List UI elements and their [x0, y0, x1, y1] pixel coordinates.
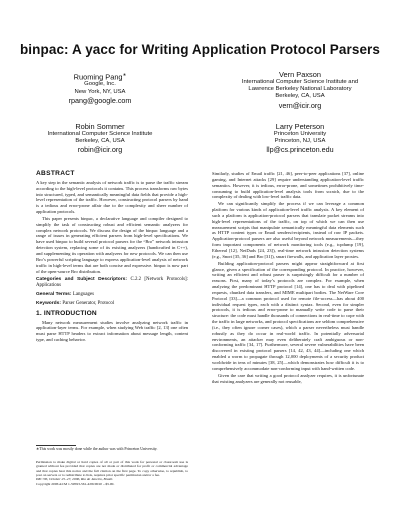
right-paragraph-4: Given the care that writing a good protocol analyzer requires, it is unfortunate that existing analyzers are generally not reusable,	[212, 372, 364, 384]
author-location: Princeton, NJ, USA	[274, 138, 326, 145]
author-name: Robin Sommer	[75, 122, 125, 131]
footnote-rule	[36, 445, 76, 446]
introduction-paragraph-1: Many network measurement studies involve analyzing network traffic in application-layer terms. For example, when studying Web traffic [2, 13] one often must parse HTTP headers to extract information about message length, content type, and caching behavior.	[36, 319, 188, 343]
author-email: rpang@google.com	[68, 95, 132, 105]
left-column	[36, 171, 188, 344]
paper-title: binpac: A yacc for Writing Application Protocol Parsers	[19, 42, 381, 57]
abstract-paragraph-1: A key step in the semantic analysis of network traffic is to parse the traffic stream according to the high-level protocols it contains. This process transforms raw bytes into structured, typed, and semantically meaningful data fields that provide a high-level representation of the traffic. However, constructing protocol parsers by hand is a tedious and error-prone affair due to the complexity and sheer number of application protocols.	[36, 179, 188, 215]
categories-heading: Categories and Subject Descriptors:	[36, 277, 127, 283]
keywords-text: Parser Generator, Protocol	[62, 300, 115, 306]
author-affiliation: Google, Inc.	[84, 81, 116, 88]
abstract-paragraph-2: This paper presents binpac, a declarative language and compiler designed to simplify the task of constructing robust and efficient semantic analyzers for complex network protocols. We discuss the design of the binpac language and a range of issues in generating efficient parsers from high-level specifications. We have used binpac to build several protocol parsers for the “Bro” network intrusion detection system, replacing some of its existing analyzers (handcrafted in C++), and supplementing its operation with analyzers for new protocols. We can then use Bro’s powerful scripting language to express application-level analysis of network traffic in high-level terms that are both concise and expressive. binpac is now part of the open-source Bro distribution.	[36, 215, 188, 274]
introduction-heading: 1. INTRODUCTION	[36, 309, 97, 317]
right-paragraph-1: Similarly, studies of Email traffic [21, 46], peer-to-peer applications [37], online gaming, and Internet attacks [29] require understanding application-level traffic semantics. However, it is tedious, error-prone, and sometimes prohibitively time-consuming to build application-level analysis tools from scratch, due to the complexity of dealing with low-level traffic data.	[212, 171, 364, 200]
author-block-2	[220, 70, 380, 110]
author-name: Vern Paxson	[279, 70, 321, 79]
author-affiliation: International Computer Science Institute and	[241, 79, 359, 85]
author-block-1	[20, 70, 180, 105]
author-email: llp@cs.princeton.edu	[266, 145, 334, 155]
author-name: Ruoming Pang	[73, 72, 123, 82]
author-affiliation: International Computer Science Institute	[47, 131, 153, 137]
permission-block	[36, 460, 188, 486]
categories-text: C.2.2 [Network Protocols]: Applications	[36, 277, 189, 289]
right-paragraph-2: We can significantly simplify the process if we can leverage a common platform for various kinds of application-level traffic analysis. A key element of such a platform is application-protocol parsers that translate packet streams into high-level representations of the traffic, on top of which we can then use measurement scripts that manipulate semantically meaningful data elements such as HTTP content types or Email senders/recipients, instead of raw IP packets. Application-protocol parsers are also useful beyond network measurements—they form important components of network monitoring tools (e.g., tcpdump [19], Ethereal [12], NetDuds [24, 23]), real-time network intrusion detection systems (e.g., Snort [35, 36] and Bro [31]), smart firewalls, and application layer proxies.	[212, 201, 364, 259]
author-affiliation-2: Lawrence Berkeley National Laboratory	[248, 86, 352, 93]
author-location: Berkeley, CA, USA	[75, 138, 125, 145]
author-block-4	[220, 122, 380, 154]
author-footnote: ∗This work was mostly done while the author was with Princeton University.	[36, 447, 158, 451]
conference-line: IMC’06, October 25–27, 2006, Rio de Janeiro, Brazil.	[36, 477, 114, 482]
abstract-heading: ABSTRACT	[36, 170, 75, 177]
general-terms-text: Languages	[72, 292, 95, 298]
permission-notice: Permission to make digital or hard copies of all or part of this work for personal or classroom use is granted without fee provided that copies are not made or distributed for profit or commercial advantage and that copies bear this notice and the full citation on the first page. To copy otherwise, to republish, to post on servers or to redistribute to lists, requires prior specific permission and/or a fee.	[36, 460, 188, 478]
author-block-3	[20, 122, 180, 154]
author-location: New York, NY, USA	[74, 88, 126, 95]
keywords-line	[36, 301, 188, 307]
author-footnote-mark: ∗	[122, 72, 127, 77]
right-paragraph-3: Building application-protocol parsers might appear straightforward at first glance, given a specification of the corresponding protocol. In practice, however, writing an efficient and robust parser is surprisingly difficult for a number of reasons. First, many of today’s protocols are complex. For example, when analyzing the predominant HTTP protocol [14], one has to deal with pipelined requests, chunked data transfers, and MIME multipart bodies. The NetWare Core Protocol [33]—a common protocol used for remote file-access—has about 400 individual request types, each with a distinct syntax. Second, even for simpler protocols, it is tedious and error-prone to manually write code to parse their structure: the code must handle thousands of connections in real-time to cope with the traffic in large networks, and protocol specifications are seldom comprehensive (i.e., they often ignore corner cases), which a parser nevertheless must handle robustly as they do occur in real-world traffic. In potentially adversarial environments, an attacker may even deliberately craft ambiguous or non-conforming traffic [34, 17]. Furthermore, several severe vulnerabilities have been discovered in existing protocol parsers [14, 42, 43, 44]—including one which enabled a worm to propagate through 12,000 deployments of a security product worldwide in tens of minutes [38, 25]—which demonstrates how difficult it is to comprehensively accommodate non-conforming input with hand-written code.	[212, 260, 364, 371]
author-name: Larry Peterson	[275, 122, 325, 131]
author-location: Berkeley, CA, USA	[275, 93, 325, 100]
right-column	[212, 171, 364, 385]
keywords-heading: Keywords:	[36, 300, 62, 306]
copyright-line: Copyright 2006 ACM 1-59593-561-4/06/0010 ...$5.00.	[36, 481, 115, 486]
general-terms-line	[36, 292, 188, 298]
author-email: robin@icir.org	[77, 145, 123, 155]
author-affiliation: Princeton University	[273, 131, 327, 137]
author-email: vern@icir.org	[278, 100, 322, 110]
general-terms-heading: General Terms:	[36, 292, 72, 298]
categories-line	[36, 277, 188, 289]
